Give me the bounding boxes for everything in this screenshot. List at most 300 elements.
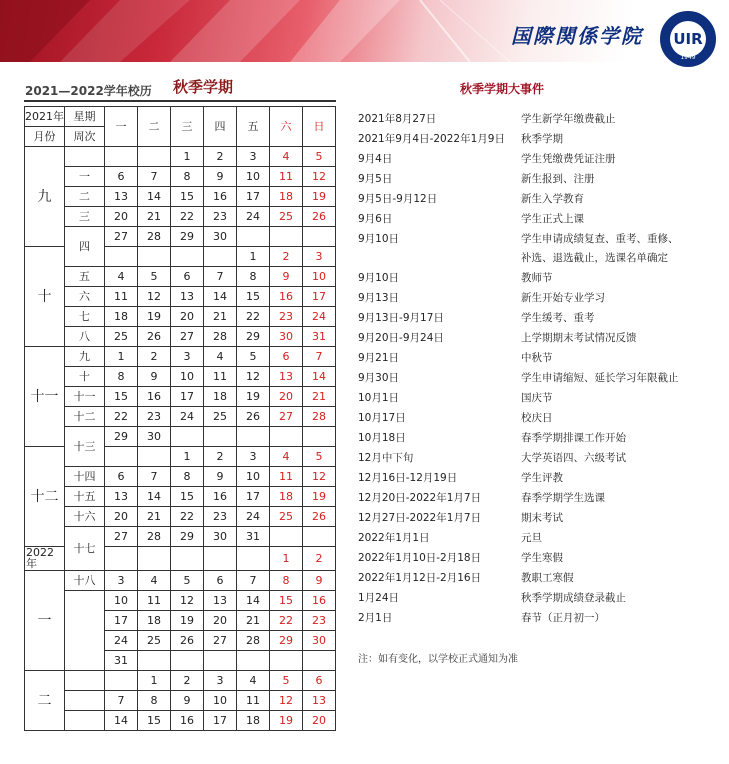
day-cell: 14 (138, 487, 171, 507)
day-cell: 2 (138, 347, 171, 367)
calendar-title: 2021—2022学年校历 (25, 84, 152, 98)
week-number-cell (65, 711, 105, 731)
day-cell: 15 (270, 591, 303, 611)
day-cell: 27 (270, 407, 303, 427)
day-cell: 20 (204, 611, 237, 631)
events-list (358, 109, 718, 628)
event-date: 9月5日 (358, 173, 393, 185)
week-number-cell: 十七 (65, 527, 105, 571)
week-number-cell (65, 147, 105, 167)
calendar-row (25, 227, 336, 247)
weekday-header: 六 (270, 107, 303, 147)
term-title: 秋季学期 (173, 78, 234, 96)
event-text: 学生申请成绩复查、重考、重修、 (521, 233, 679, 245)
day-cell: 6 (105, 167, 138, 187)
event-date: 12月27日-2022年1月7日 (358, 512, 482, 524)
event-date: 2021年8月27日 (358, 113, 437, 125)
day-cell: 5 (138, 267, 171, 287)
day-cell: 18 (138, 611, 171, 631)
day-cell: 30 (303, 631, 336, 651)
day-cell: 7 (204, 267, 237, 287)
day-cell: 3 (204, 671, 237, 691)
day-cell: 29 (105, 427, 138, 447)
event-date: 9月10日 (358, 233, 400, 245)
calendar-row (25, 507, 336, 527)
day-cell: 6 (105, 467, 138, 487)
calendar-row (25, 427, 336, 447)
calendar-row (25, 487, 336, 507)
day-cell: 13 (303, 691, 336, 711)
event-text: 大学英语四、六级考试 (521, 452, 626, 464)
calendar-row (25, 147, 336, 167)
day-cell: 22 (270, 611, 303, 631)
day-cell: 3 (237, 147, 270, 167)
calendar-row (25, 691, 336, 711)
day-cell: 23 (204, 207, 237, 227)
day-cell: 9 (171, 691, 204, 711)
day-cell: 7 (105, 691, 138, 711)
day-cell: 19 (171, 611, 204, 631)
event-text: 春节（正月初一） (521, 612, 605, 624)
day-cell (237, 427, 270, 447)
day-cell: 19 (138, 307, 171, 327)
event-date: 9月20日-9月24日 (358, 332, 444, 344)
calendar-row (25, 267, 336, 287)
day-cell: 8 (237, 267, 270, 287)
day-cell: 11 (138, 591, 171, 611)
day-cell: 1 (270, 547, 303, 571)
event-text: 学生正式上课 (521, 213, 584, 225)
week-number-cell (65, 671, 105, 691)
calendar-row (25, 467, 336, 487)
event-text: 新生报到、注册 (521, 173, 595, 185)
calendar-row (25, 571, 336, 591)
day-cell: 4 (270, 147, 303, 167)
month-cell: 一 (25, 571, 65, 671)
calendar-row (25, 347, 336, 367)
event-text: 元旦 (521, 532, 542, 544)
day-cell: 8 (105, 367, 138, 387)
day-cell (270, 227, 303, 247)
event-item (358, 209, 718, 229)
day-cell: 17 (303, 287, 336, 307)
day-cell: 14 (237, 591, 270, 611)
day-cell: 2 (303, 547, 336, 571)
year-label: 2021年 (25, 107, 65, 127)
calendar-row (25, 671, 336, 691)
day-cell (204, 547, 237, 571)
event-item (358, 388, 718, 408)
day-cell: 31 (237, 527, 270, 547)
event-text: 秋季学期 (521, 133, 563, 145)
weekday-header: 日 (303, 107, 336, 147)
day-cell: 28 (138, 227, 171, 247)
day-cell: 2 (204, 447, 237, 467)
day-cell: 21 (303, 387, 336, 407)
day-cell: 30 (204, 227, 237, 247)
day-cell: 7 (138, 467, 171, 487)
month-cell: 十二 (25, 447, 65, 547)
day-cell (138, 447, 171, 467)
day-cell: 23 (270, 307, 303, 327)
day-cell (303, 527, 336, 547)
event-date: 12月20日-2022年1月7日 (358, 492, 482, 504)
event-item (358, 608, 718, 628)
day-cell: 7 (303, 347, 336, 367)
event-date: 10月18日 (358, 432, 406, 444)
event-item (358, 129, 718, 149)
event-date: 10月1日 (358, 392, 400, 404)
day-cell: 18 (270, 187, 303, 207)
day-cell: 2 (204, 147, 237, 167)
event-item (358, 448, 718, 468)
day-cell: 14 (105, 711, 138, 731)
day-cell: 20 (303, 711, 336, 731)
event-text: 学生凭缴费凭证注册 (521, 153, 616, 165)
day-cell: 19 (237, 387, 270, 407)
logo-text: UIR (670, 21, 706, 57)
day-cell: 23 (303, 611, 336, 631)
day-cell: 11 (204, 367, 237, 387)
calendar-row (25, 167, 336, 187)
event-text: 学生缓考、重考 (521, 312, 595, 324)
title-divider (24, 100, 336, 102)
calendar-row (25, 407, 336, 427)
day-cell: 27 (105, 227, 138, 247)
day-cell: 12 (138, 287, 171, 307)
week-number-cell: 十 (65, 367, 105, 387)
day-cell: 30 (204, 527, 237, 547)
day-cell: 6 (270, 347, 303, 367)
day-cell: 7 (138, 167, 171, 187)
day-cell: 12 (303, 167, 336, 187)
calendar-row (25, 711, 336, 731)
event-text: 学生新学年缴费截止 (521, 113, 616, 125)
day-cell (204, 247, 237, 267)
day-cell (105, 671, 138, 691)
event-item (358, 328, 718, 348)
day-cell: 13 (105, 187, 138, 207)
day-cell: 29 (171, 527, 204, 547)
weekday-header: 三 (171, 107, 204, 147)
day-cell: 19 (303, 487, 336, 507)
day-cell: 11 (105, 287, 138, 307)
day-cell: 6 (171, 267, 204, 287)
day-cell: 4 (138, 571, 171, 591)
calendar-row (25, 367, 336, 387)
event-item (358, 189, 718, 209)
event-item (358, 229, 718, 268)
weekday-header: 五 (237, 107, 270, 147)
day-cell: 16 (303, 591, 336, 611)
day-cell: 15 (105, 387, 138, 407)
logo-year: 1949 (680, 54, 696, 61)
day-cell: 27 (171, 327, 204, 347)
week-number-cell: 七 (65, 307, 105, 327)
calendar-table (24, 106, 336, 731)
day-cell: 5 (171, 571, 204, 591)
day-cell (105, 447, 138, 467)
calendar-row (25, 327, 336, 347)
day-cell (105, 147, 138, 167)
day-cell: 23 (138, 407, 171, 427)
day-cell (303, 227, 336, 247)
day-cell: 21 (138, 207, 171, 227)
day-cell: 30 (138, 427, 171, 447)
day-cell: 13 (270, 367, 303, 387)
calendar-row (25, 591, 336, 611)
event-date: 9月10日 (358, 272, 400, 284)
event-text: 中秋节 (521, 352, 553, 364)
week-number-cell (65, 591, 105, 671)
event-date: 9月13日 (358, 292, 400, 304)
event-date: 2月1日 (358, 612, 393, 624)
weekday-header: 一 (105, 107, 138, 147)
day-cell: 17 (237, 187, 270, 207)
day-cell: 10 (204, 691, 237, 711)
event-date: 9月4日 (358, 153, 393, 165)
day-cell (204, 651, 237, 671)
month-cell: 十一 (25, 347, 65, 447)
week-number-cell: 三 (65, 207, 105, 227)
day-cell: 13 (105, 487, 138, 507)
day-cell: 8 (171, 167, 204, 187)
day-cell: 21 (138, 507, 171, 527)
event-text: 期末考试 (521, 512, 563, 524)
day-cell: 8 (270, 571, 303, 591)
event-date: 9月30日 (358, 372, 400, 384)
day-cell: 15 (171, 487, 204, 507)
event-item (358, 488, 718, 508)
day-cell: 29 (237, 327, 270, 347)
day-cell: 3 (171, 347, 204, 367)
day-cell: 15 (138, 711, 171, 731)
day-cell: 12 (270, 691, 303, 711)
event-text: 新生入学教育 (521, 193, 584, 205)
event-item (358, 548, 718, 568)
day-cell (171, 651, 204, 671)
calendar-row (25, 387, 336, 407)
day-cell: 28 (204, 327, 237, 347)
day-cell: 5 (303, 447, 336, 467)
event-item (358, 568, 718, 588)
event-text-continued: 补选、退选截止，选课名单确定 (521, 252, 668, 264)
day-cell: 17 (105, 611, 138, 631)
day-cell: 11 (270, 467, 303, 487)
day-cell (171, 547, 204, 571)
calendar-row (25, 307, 336, 327)
day-cell: 14 (204, 287, 237, 307)
day-cell: 14 (303, 367, 336, 387)
calendar-row (25, 287, 336, 307)
day-cell: 10 (237, 167, 270, 187)
event-text: 春季学期排课工作开始 (521, 432, 626, 444)
event-text: 春季学期学生选课 (521, 492, 605, 504)
day-cell: 21 (204, 307, 237, 327)
day-cell (303, 651, 336, 671)
day-cell: 12 (303, 467, 336, 487)
day-cell: 11 (270, 167, 303, 187)
week-label: 星期 (65, 107, 105, 127)
calendar-row (25, 187, 336, 207)
day-cell: 8 (138, 691, 171, 711)
day-cell: 4 (237, 671, 270, 691)
week-number-label: 周次 (65, 127, 105, 147)
event-item (358, 368, 718, 388)
day-cell (237, 651, 270, 671)
day-cell: 21 (237, 611, 270, 631)
day-cell: 26 (303, 507, 336, 527)
event-text: 校庆日 (521, 412, 553, 424)
day-cell: 26 (237, 407, 270, 427)
event-item (358, 348, 718, 368)
day-cell: 10 (171, 367, 204, 387)
week-number-cell: 四 (65, 227, 105, 267)
day-cell: 30 (270, 327, 303, 347)
day-cell: 28 (237, 631, 270, 651)
day-cell: 25 (270, 507, 303, 527)
event-item (358, 109, 718, 129)
event-text: 国庆节 (521, 392, 553, 404)
event-item (358, 468, 718, 488)
day-cell: 8 (171, 467, 204, 487)
day-cell: 13 (204, 591, 237, 611)
day-cell: 5 (303, 147, 336, 167)
day-cell (270, 427, 303, 447)
day-cell: 18 (105, 307, 138, 327)
day-cell: 24 (303, 307, 336, 327)
day-cell: 17 (204, 711, 237, 731)
day-cell: 14 (138, 187, 171, 207)
event-date: 2022年1月12日-2月16日 (358, 572, 482, 584)
day-cell: 7 (237, 571, 270, 591)
event-text: 学生评教 (521, 472, 563, 484)
event-date: 12月16日-12月19日 (358, 472, 458, 484)
day-cell: 22 (171, 207, 204, 227)
day-cell (105, 547, 138, 571)
day-cell: 16 (204, 187, 237, 207)
day-cell: 10 (105, 591, 138, 611)
event-item (358, 169, 718, 189)
event-date: 1月24日 (358, 592, 400, 604)
event-item (358, 428, 718, 448)
week-number-cell: 一 (65, 167, 105, 187)
day-cell (138, 651, 171, 671)
week-number-cell: 二 (65, 187, 105, 207)
day-cell: 16 (138, 387, 171, 407)
day-cell: 25 (270, 207, 303, 227)
day-cell: 18 (237, 711, 270, 731)
day-cell: 3 (303, 247, 336, 267)
event-date: 12月中下旬 (358, 452, 414, 464)
week-number-cell: 九 (65, 347, 105, 367)
week-number-cell: 八 (65, 327, 105, 347)
day-cell: 27 (105, 527, 138, 547)
event-text: 新生开始专业学习 (521, 292, 605, 304)
day-cell (270, 527, 303, 547)
day-cell: 23 (204, 507, 237, 527)
day-cell: 5 (270, 671, 303, 691)
day-cell: 17 (171, 387, 204, 407)
week-number-cell: 十三 (65, 427, 105, 467)
event-text: 上学期期末考试情况反馈 (521, 332, 637, 344)
day-cell: 26 (138, 327, 171, 347)
day-cell (204, 427, 237, 447)
event-item (358, 588, 718, 608)
day-cell (105, 247, 138, 267)
week-number-cell: 十一 (65, 387, 105, 407)
events-title: 秋季学期大事件 (460, 82, 545, 96)
calendar-header-row (25, 107, 336, 127)
day-cell (138, 547, 171, 571)
event-item (358, 508, 718, 528)
day-cell: 24 (171, 407, 204, 427)
event-date: 2021年9月4日-2022年1月9日 (358, 133, 505, 145)
day-cell: 26 (303, 207, 336, 227)
day-cell: 2 (270, 247, 303, 267)
day-cell (270, 651, 303, 671)
day-cell: 9 (138, 367, 171, 387)
week-number-cell: 十六 (65, 507, 105, 527)
day-cell: 20 (105, 507, 138, 527)
day-cell: 1 (171, 147, 204, 167)
day-cell: 13 (171, 287, 204, 307)
day-cell: 15 (237, 287, 270, 307)
day-cell: 4 (204, 347, 237, 367)
event-date: 2022年1月1日 (358, 532, 430, 544)
footnote: 注：如有变化，以学校正式通知为准 (358, 654, 518, 665)
day-cell: 31 (303, 327, 336, 347)
day-cell: 16 (270, 287, 303, 307)
day-cell: 18 (204, 387, 237, 407)
day-cell: 9 (204, 167, 237, 187)
day-cell: 3 (237, 447, 270, 467)
day-cell: 25 (204, 407, 237, 427)
day-cell: 22 (171, 507, 204, 527)
event-date: 9月5日-9月12日 (358, 193, 438, 205)
day-cell: 1 (171, 447, 204, 467)
day-cell: 16 (171, 711, 204, 731)
day-cell: 31 (105, 651, 138, 671)
day-cell: 2 (171, 671, 204, 691)
week-number-cell: 十八 (65, 571, 105, 591)
week-number-cell: 十二 (65, 407, 105, 427)
day-cell: 26 (171, 631, 204, 651)
event-item (358, 288, 718, 308)
week-number-cell: 十五 (65, 487, 105, 507)
day-cell (138, 147, 171, 167)
day-cell: 16 (204, 487, 237, 507)
day-cell: 1 (105, 347, 138, 367)
month-cell: 九 (25, 147, 65, 247)
event-text: 学生寒假 (521, 552, 563, 564)
day-cell: 17 (237, 487, 270, 507)
event-date: 9月13日-9月17日 (358, 312, 444, 324)
day-cell: 3 (105, 571, 138, 591)
day-cell: 9 (204, 467, 237, 487)
day-cell: 9 (303, 571, 336, 591)
day-cell: 29 (171, 227, 204, 247)
day-cell: 20 (270, 387, 303, 407)
school-name: 国際関係学院 (511, 24, 643, 48)
day-cell: 25 (138, 631, 171, 651)
weekday-header: 四 (204, 107, 237, 147)
event-item (358, 149, 718, 169)
day-cell: 5 (237, 347, 270, 367)
day-cell: 24 (237, 507, 270, 527)
day-cell: 22 (105, 407, 138, 427)
day-cell: 6 (303, 671, 336, 691)
